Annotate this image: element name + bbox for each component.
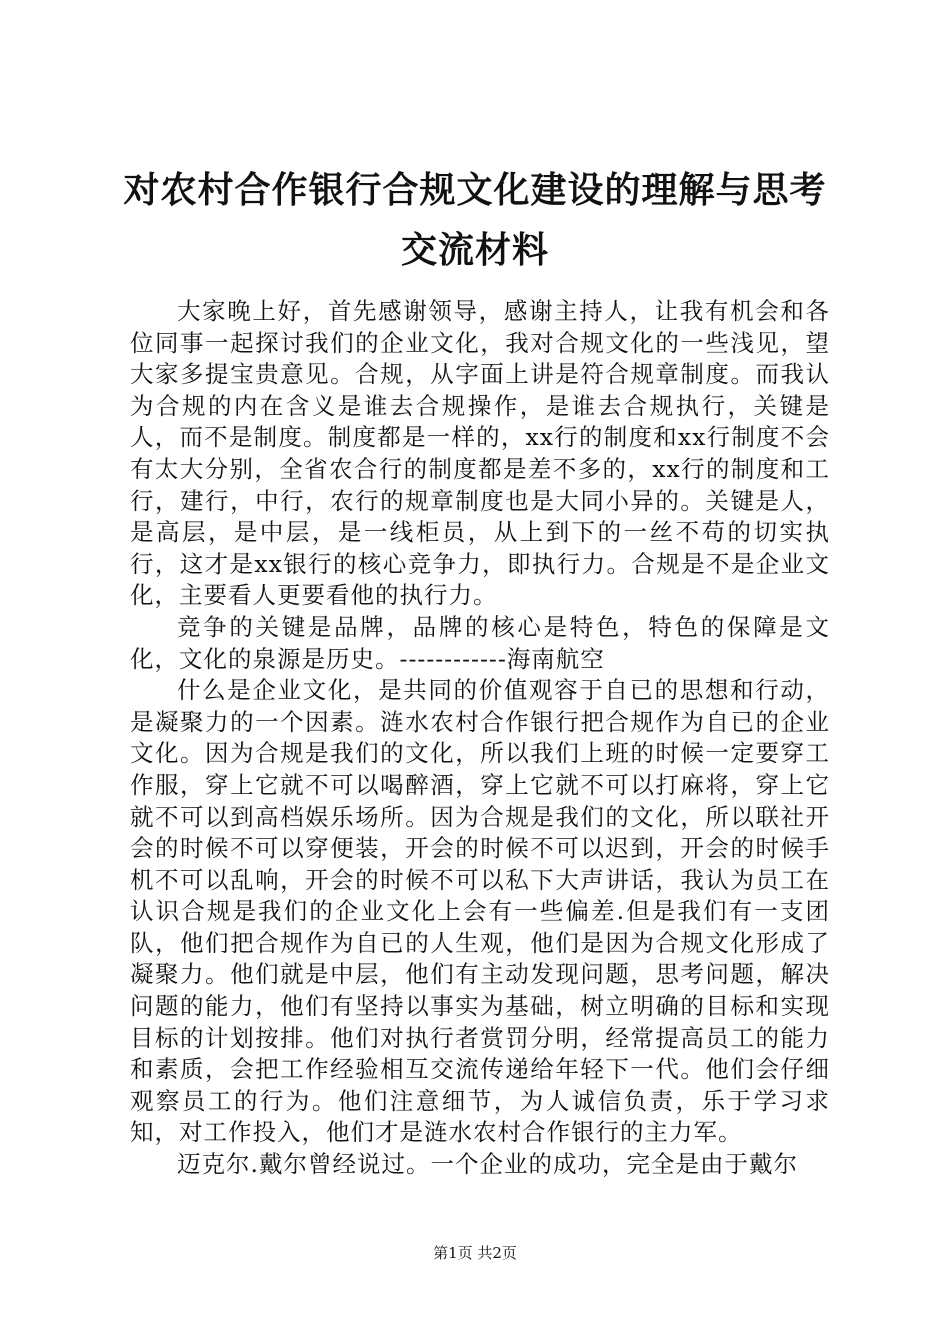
paragraph-3: 什么是企业文化，是共同的价值观容于自已的思想和行动，是凝聚力的一个因素。涟水农村合作银行把合规作为自已的企业文化。因为合规是我们的文化，所以我们上班的时候一定要穿工作服，穿上它就不可以喝醉酒，穿上它就不可以打麻将，穿上它就不可以到高档娱乐场所。因为合规是我们的文化，所以联社开会的时候不可以穿便装，开会的时候不可以迟到，开会的时候手机不可以乱响，开会的时候不可以私下大声讲话，我认为员工在认识合规是我们的企业文化上会有一些偏差.但是我们有一支团队，他们把合规作为自已的人生观，他们是因为合规文化形成了凝聚力。他们就是中层，他们有主动发现问题，思考问题，解决问题的能力，他们有坚持以事实为基础，树立明确的目标和实现目标的计划按排。他们对执行者赏罚分明，经常提高员工的能力和素质，会把工作经验相互交流传递给年轻下一代。他们会仔细观察员工的行为。他们注意细节，为人诚信负责，乐于学习求知，对工作投入，他们才是涟水农村合作银行的主力军。 [130, 676, 830, 1147]
document-body [130, 296, 830, 1181]
document-title: 对农村合作银行合规文化建设的理解与思考交流材料 [123, 169, 827, 271]
paragraph-4: 迈克尔.戴尔曾经说过。一个企业的成功，完全是由于戴尔 [177, 1150, 798, 1179]
paragraph-1: 大家晚上好，首先感谢领导，感谢主持人，让我有机会和各位同事一起探讨我们的企业文化，我对合规文化的一些浅见，望大家多提宝贵意见。合规，从字面上讲是符合规章制度。而我认为合规的内在含义是谁去合规操作，是谁去合规执行，关键是人，而不是制度。制度都是一样的，xx行的制度和xx行制度不会有太大分别，全省农合行的制度都是差不多的，xx行的制度和工行，建行，中行，农行的规章制度也是大同小异的。关键是人，是高层，是中层，是一线柜员，从上到下的一丝不苟的切实执行，这才是xx银行的核心竞争力，即执行力。合规是不是企业文化，主要看人更要看他的执行力。 [130, 297, 830, 610]
page-footer: 第1页 共2页 [433, 1244, 517, 1262]
paragraph-2: 竞争的关键是品牌，品牌的核心是特色，特色的保障是文化，文化的泉源是历史。------------海南航空 [130, 612, 830, 673]
